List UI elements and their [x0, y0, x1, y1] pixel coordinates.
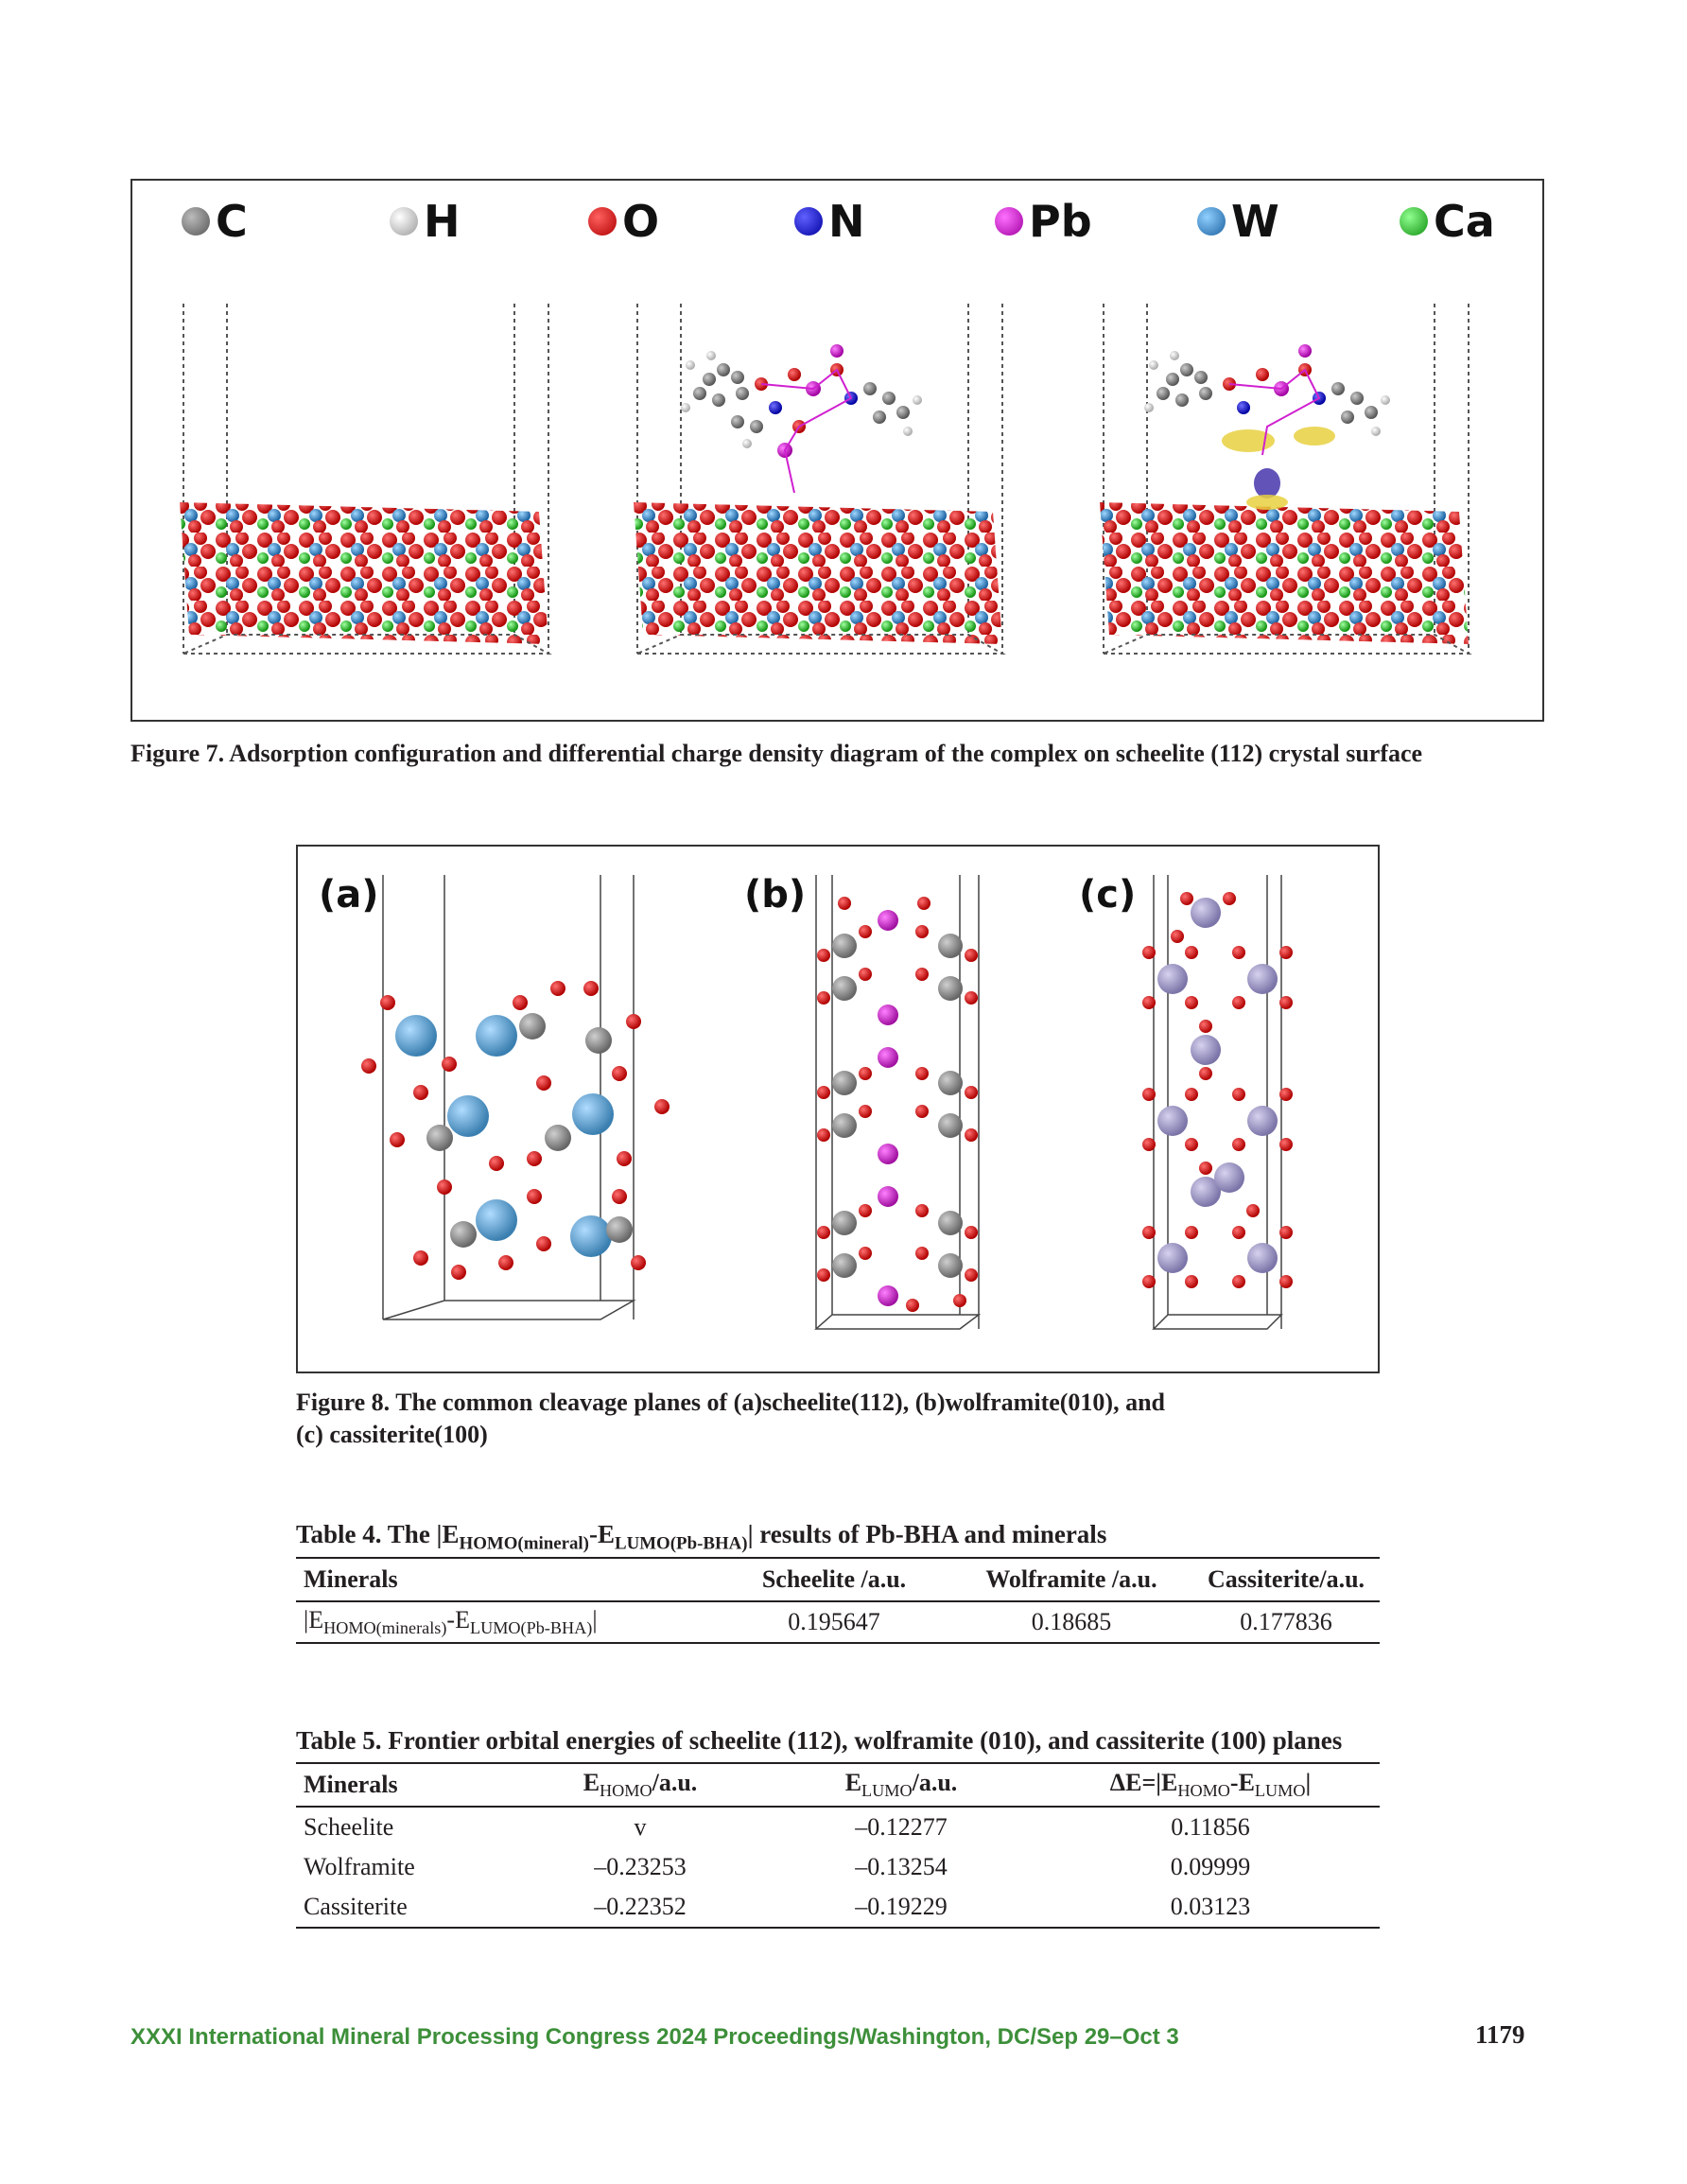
header-lumo: $E_{LUMO}/a.u$.: [761, 1763, 1041, 1807]
header-delta-e: $\Delta E=|E_{HOMO}-E_{LUMO}|$: [1041, 1763, 1380, 1807]
mineral-cell: Scheelite: [304, 1813, 394, 1841]
carbon-atom-icon: [182, 207, 210, 236]
lead-atom-icon: [995, 207, 1023, 236]
delta-cell: 0.09999: [1170, 1853, 1251, 1880]
homo-cell: –0.22352: [519, 1887, 761, 1928]
legend-item-pb: Pb: [995, 196, 1092, 247]
legend-item-w: W: [1197, 196, 1279, 247]
figure-8-structures: [298, 847, 1378, 1372]
header-minerals: Minerals: [296, 1763, 519, 1807]
figure-7-structures: [132, 294, 1542, 710]
lumo-cell: –0.13254: [855, 1853, 948, 1880]
table-header-row: [296, 1763, 1380, 1807]
table-row: [296, 1807, 1380, 1847]
homo-cell: v: [634, 1813, 647, 1841]
table-row: [296, 1601, 1380, 1643]
lumo-cell: –0.12277: [855, 1813, 948, 1841]
figure-8-caption-line1: Figure 8. The common cleavage planes of (a)scheelite(112), (b)wolframite(010), and: [296, 1389, 1166, 1416]
footer-proceedings: XXXI International Mineral Processing Congress 2024 Proceedings/Washington, DC/Sep 29–Oct 3: [130, 2024, 1179, 2050]
adsorbed-complex-3: [1144, 344, 1390, 510]
panel-label-c: (c): [1079, 873, 1137, 917]
structure-panel-a: [361, 875, 670, 1319]
structure-panel-3: [1100, 304, 1469, 654]
figure-7: [130, 179, 1544, 722]
legend-item-c: C: [182, 196, 248, 247]
nitrogen-atom-icon: [794, 207, 823, 236]
homo-cell: –0.23253: [594, 1853, 687, 1880]
row-label: $|E_{HOMO(minerals)}-E_{LUMO(Pb-BHA)}|$: [296, 1601, 718, 1643]
figure-7-caption: Figure 7. Adsorption configuration and differential charge density diagram of the complex on scheelite (112) crystal surface: [130, 740, 1423, 767]
figure-8: [296, 845, 1380, 1373]
structure-panel-1: [180, 304, 548, 654]
mineral-cell: Cassiterite: [296, 1887, 519, 1928]
table-4-caption: Table 4. The $|E_{HOMO(mineral)}-E_{LUMO(Pb-BHA)}|$ results of Pb-BHA and minerals: [296, 1520, 1107, 1554]
delta-cell: 0.11856: [1171, 1813, 1250, 1841]
oxygen-atom-icon: [588, 207, 617, 236]
hydrogen-atom-icon: [390, 207, 418, 236]
delta-cell: 0.03123: [1041, 1887, 1380, 1928]
legend-item-h: H: [390, 196, 461, 247]
header-wolframite: Wolframite /a.u.: [950, 1558, 1192, 1601]
panel-label-a: (a): [319, 873, 379, 917]
table-row: [296, 1847, 1380, 1887]
header-scheelite: Scheelite /a.u.: [718, 1558, 950, 1601]
table-5-caption: Table 5. Frontier orbital energies of scheelite (112), wolframite (010), and cassiterite (100) planes: [296, 1726, 1343, 1755]
value-wolframite: 0.18685: [950, 1601, 1192, 1643]
legend-item-o: O: [588, 196, 659, 247]
table-5: [296, 1762, 1380, 1929]
legend-item-ca: Ca: [1400, 196, 1495, 247]
legend-item-n: N: [794, 196, 865, 247]
header-cassiterite: Cassiterite/a.u.: [1192, 1558, 1380, 1601]
header-minerals: Minerals: [296, 1558, 718, 1601]
table-4: [296, 1557, 1380, 1644]
structure-panel-c: [1142, 875, 1293, 1329]
tungsten-atom-icon: [1197, 207, 1226, 236]
panel-label-b: (b): [744, 873, 807, 917]
page-number: 1179: [1475, 2020, 1525, 2049]
table-header-row: [296, 1558, 1380, 1601]
value-scheelite: 0.195647: [718, 1601, 950, 1643]
structure-panel-2: [634, 304, 1002, 654]
value-cassiterite: 0.177836: [1192, 1601, 1380, 1643]
table-row: [296, 1887, 1380, 1928]
figure-8-caption-line2: (c) cassiterite(100): [296, 1421, 488, 1448]
mineral-cell: Wolframite: [304, 1853, 415, 1880]
adsorbed-complex-2: [681, 344, 922, 493]
lumo-cell: –0.19229: [761, 1887, 1041, 1928]
header-homo: $E_{HOMO}/a.u$.: [519, 1763, 761, 1807]
calcium-atom-icon: [1400, 207, 1428, 236]
structure-panel-b: [816, 875, 979, 1329]
